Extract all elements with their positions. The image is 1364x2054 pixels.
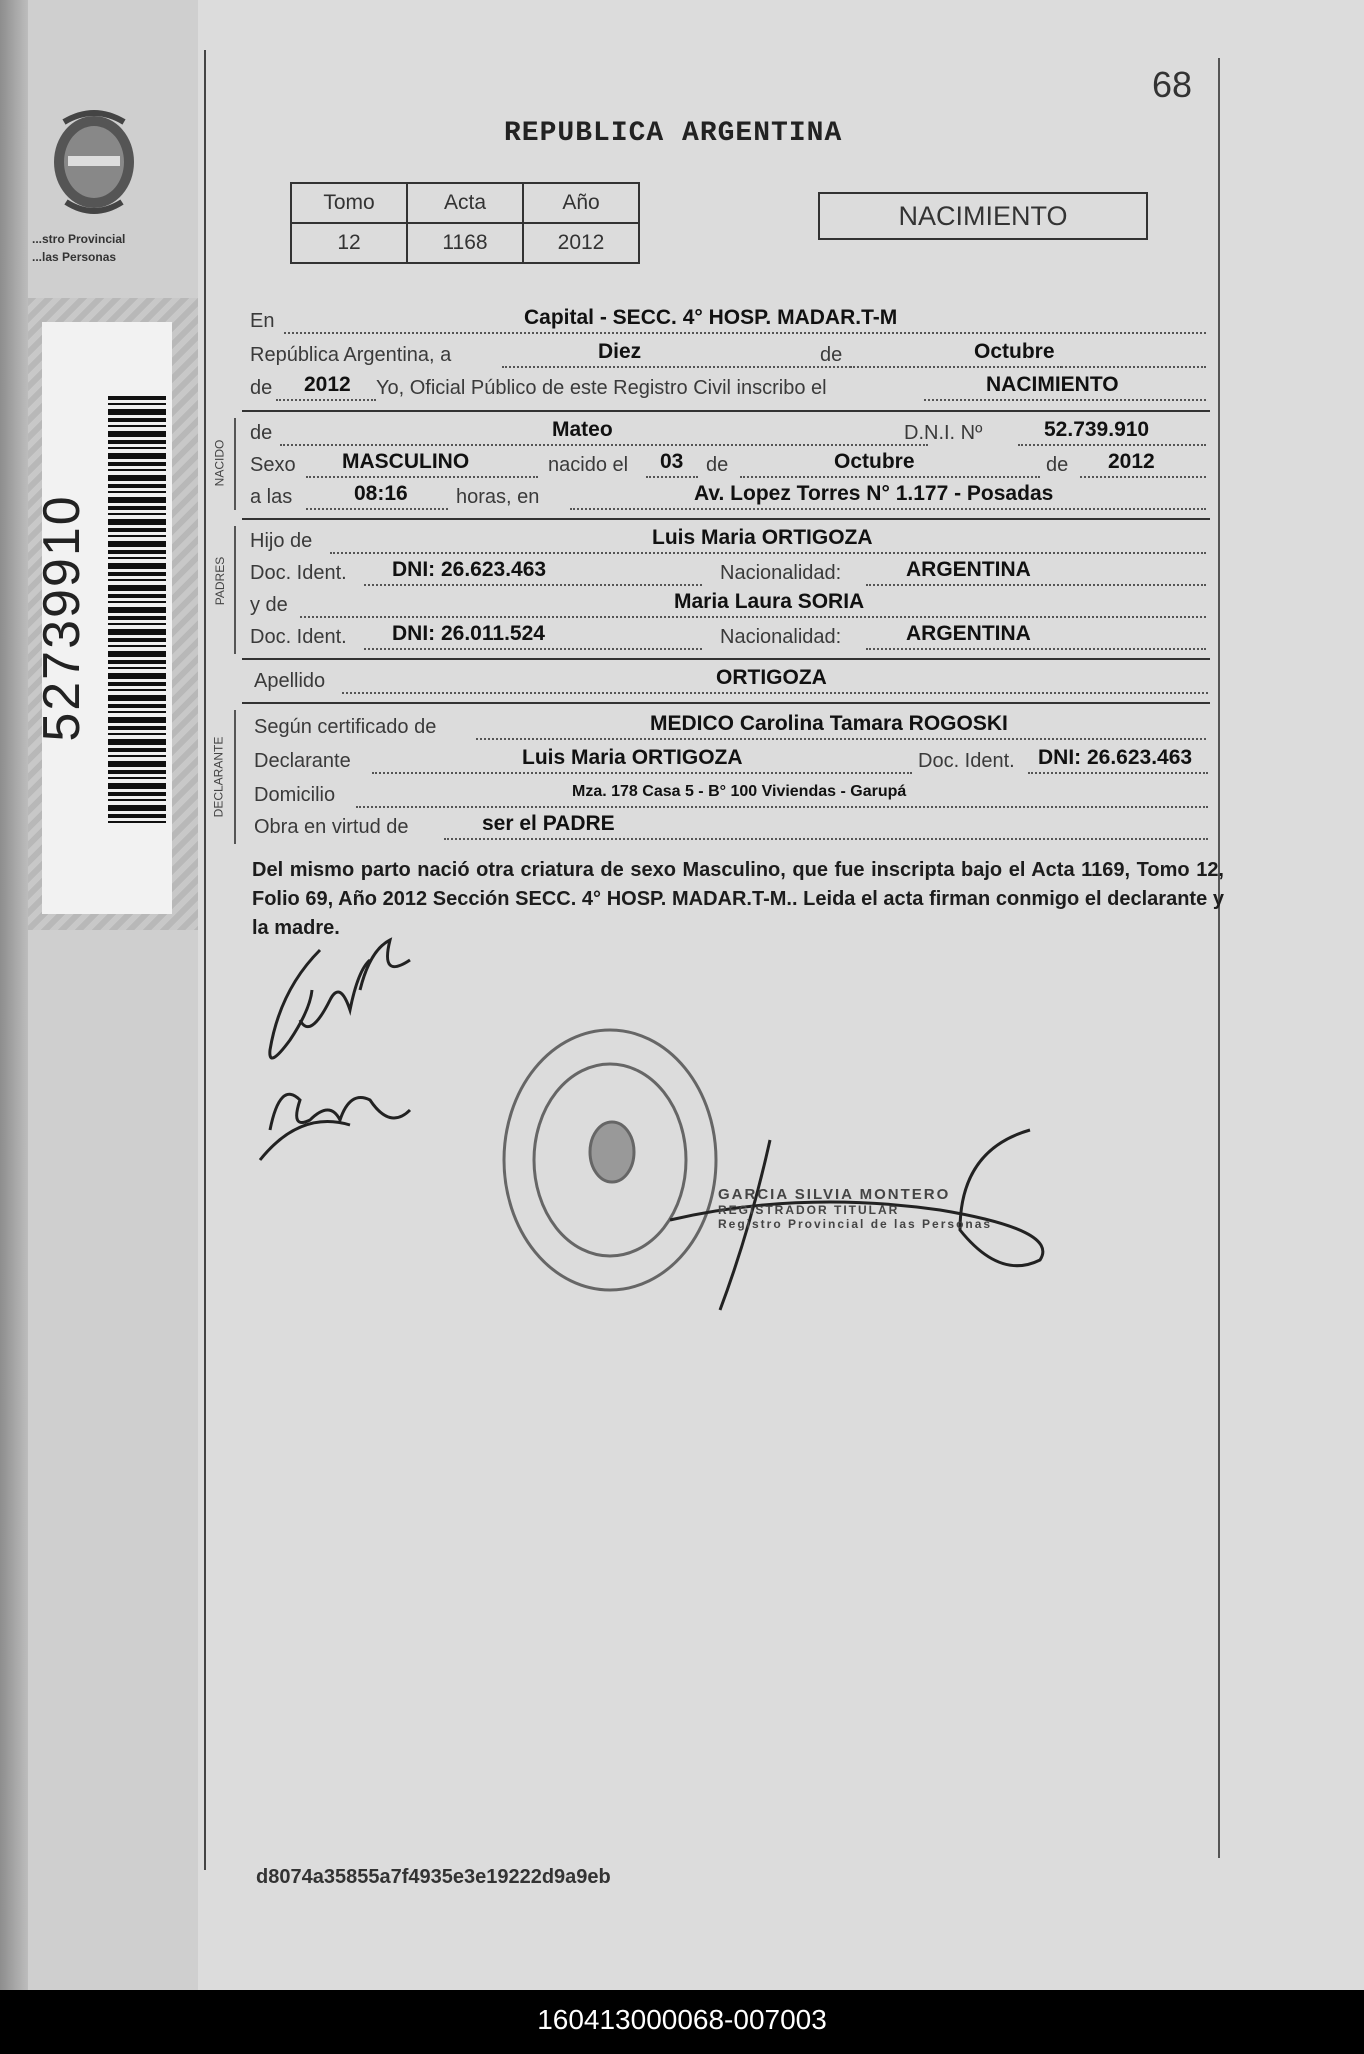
year-row [250, 373, 1208, 409]
side-label-parents: PADRES [213, 556, 228, 606]
mother-doc-label: Doc. Ident. [250, 626, 347, 648]
page-left-margin-rule [204, 50, 206, 1870]
certificate-row [250, 712, 1208, 748]
republic-label: República Argentina, a [250, 344, 452, 366]
declarant-name: Luis Maria ORTIGOZA [522, 746, 743, 769]
registry-name-line2: ...las Personas [32, 250, 117, 264]
at-label: a las [250, 486, 293, 508]
year-de-label: de [250, 377, 273, 399]
record-type-box: NACIMIENTO [818, 192, 1148, 240]
by-virtue-row [250, 812, 1208, 848]
declarant-doc: DNI: 26.623.463 [1038, 746, 1193, 769]
signatures-area [240, 930, 1140, 1330]
birth-time: 08:16 [354, 482, 408, 505]
mother-doc-row [250, 622, 1208, 658]
father-nationality: ARGENTINA [906, 558, 1031, 581]
dni-label: D.N.I. Nº [904, 422, 983, 444]
barcode-number: 52739910 [33, 494, 91, 742]
page-right-margin-rule [1218, 58, 1220, 1858]
registrar-office: Registro Provincial de las Personas [718, 1217, 993, 1231]
declarant-address: Mza. 178 Casa 5 - B° 100 Viviendas - Garupá [572, 783, 907, 800]
by-virtue-label: Obra en virtud de [254, 816, 409, 838]
registration-event: NACIMIENTO [986, 373, 1119, 396]
birth-place: Av. Lopez Torres N° 1.177 - Posadas [694, 482, 1054, 505]
scan-footer-id: 160413000068-007003 [537, 2004, 827, 2035]
place-label: En [250, 310, 275, 332]
declarant-signature [270, 940, 410, 1058]
divider [242, 410, 1210, 412]
side-label-born: NACIDO [212, 439, 227, 487]
barcode-bars [108, 396, 166, 826]
son-of-label: Hijo de [250, 530, 313, 552]
side-label-declarant: DECLARANTE [211, 736, 226, 818]
mother-signature [260, 1094, 410, 1160]
by-virtue-value: ser el PADRE [482, 812, 615, 835]
child-sex: MASCULINO [342, 450, 470, 473]
divider [242, 518, 1210, 520]
table-value-tomo: 12 [291, 223, 407, 263]
table-value-acta: 1168 [407, 223, 523, 263]
father-nationality-label: Nacionalidad: [720, 562, 842, 584]
surname-value: ORTIGOZA [716, 666, 827, 689]
sex-label: Sexo [250, 454, 296, 476]
mother-name: Maria Laura SORIA [674, 590, 865, 613]
date-row [250, 340, 1208, 376]
birth-year: 2012 [1108, 450, 1155, 473]
declarant-row [250, 746, 1208, 782]
born-de-label: de [706, 454, 729, 476]
child-de-label: de [250, 422, 273, 444]
official-seal [504, 1030, 716, 1290]
document-title: REPUBLICA ARGENTINA [504, 118, 843, 149]
father-doc: DNI: 26.623.463 [392, 558, 547, 581]
mother-doc: DNI: 26.011.524 [392, 622, 545, 645]
table-header-tomo: Tomo [291, 183, 407, 223]
birth-day: 03 [660, 450, 684, 473]
page-number: 68 [1152, 64, 1193, 105]
divider [242, 702, 1210, 704]
table-header-ano: Año [523, 183, 639, 223]
place-value: Capital - SECC. 4° HOSP. MADAR.T-M [524, 306, 898, 329]
surname-label: Apellido [254, 670, 326, 692]
certificate-label: Según certificado de [254, 716, 437, 738]
birth-time-row [250, 482, 1208, 518]
divider [242, 658, 1210, 660]
additional-note: Del mismo parto nació otra criatura de sexo Masculino, que fue inscripta bajo el Acta 1169, Tomo 12, Folio 69, Año 2012 Sección SECC. 4° HOSP. MADAR.T-M.. Leida el acta firman conmigo el declarante y la madre. [252, 859, 1224, 939]
registration-month: Octubre [974, 340, 1055, 363]
document-hash: d8074a35855a7f4935e3e19222d9a9eb [256, 1866, 611, 1888]
declarant-label: Declarante [254, 750, 351, 772]
hours-in-label: horas, en [456, 486, 540, 508]
child-name: Mateo [552, 418, 613, 441]
registration-year: 2012 [304, 373, 351, 396]
and-label: y de [250, 594, 288, 616]
registrar-stamp [718, 1186, 992, 1231]
declarant-doc-label: Doc. Ident. [918, 750, 1015, 772]
registry-emblem-icon [44, 102, 144, 222]
mother-nationality: ARGENTINA [906, 622, 1031, 645]
table-header-acta: Acta [407, 183, 523, 223]
registry-name-line1: ...stro Provincial [32, 232, 126, 246]
born-on-label: nacido el [548, 454, 629, 476]
father-name: Luis Maria ORTIGOZA [652, 526, 873, 549]
certificate-issuer: MEDICO Carolina Tamara ROGOSKI [650, 712, 1008, 735]
address-label: Domicilio [254, 784, 336, 806]
child-dni: 52.739.910 [1044, 418, 1150, 441]
registration-day: Diez [598, 340, 642, 363]
registrar-name: GARCIA SILVIA MONTERO [718, 1186, 951, 1203]
registrar-role: REGISTRADOR TITULAR [718, 1203, 900, 1217]
place-row [250, 306, 1208, 342]
born-de-label-2: de [1046, 454, 1069, 476]
surname-row [250, 666, 1208, 702]
table-value-ano: 2012 [523, 223, 639, 263]
address-row [250, 784, 1208, 816]
mother-nationality-label: Nacionalidad: [720, 626, 842, 648]
registrar-statement: Yo, Oficial Público de este Registro Civil inscribo el [376, 377, 827, 399]
date-de-label: de [820, 344, 843, 366]
acta-reference-table [290, 182, 640, 264]
father-doc-label: Doc. Ident. [250, 562, 347, 584]
birth-month: Octubre [834, 450, 915, 473]
book-spine [0, 0, 28, 1990]
